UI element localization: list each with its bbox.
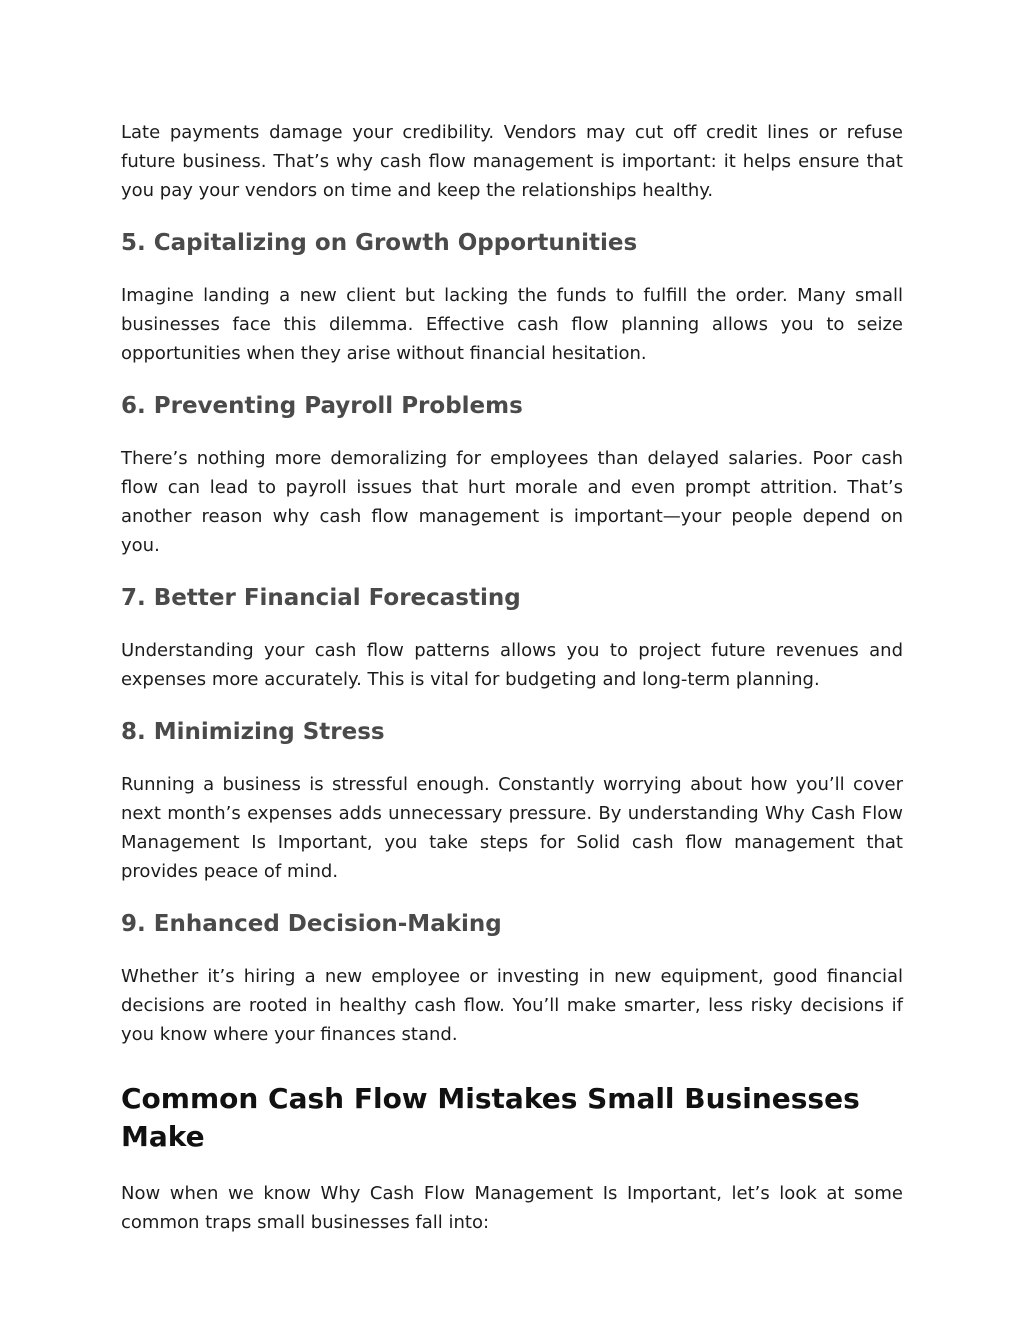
section-body-decisions: Whether it’s hiring a new employee or investing in new equipment, good financial decisions are rooted in healthy cash flow. You’ll make smarter, less risky decisions if you know where your finances stand.	[121, 966, 903, 1045]
document-page	[121, 118, 903, 1237]
section-heading-decisions: 9. Enhanced Decision-Making	[121, 911, 502, 937]
section-body-payroll: There’s nothing more demoralizing for employees than delayed salaries. Poor cash flow can lead to payroll issues that hurt morale and even prompt attrition. That’s another reason why cash flow management is important—your people depend on you.	[121, 448, 903, 556]
closing-paragraph: Now when we know Why Cash Flow Management Is Important, let’s look at some common traps small businesses fall into:	[121, 1183, 903, 1233]
section-heading-stress: 8. Minimizing Stress	[121, 719, 385, 745]
section-body-growth: Imagine landing a new client but lacking the funds to fulfill the order. Many small businesses face this dilemma. Effective cash flow planning allows you to seize opportunities when they arise without financial hesitation.	[121, 285, 903, 364]
intro-paragraph: Late payments damage your credibility. Vendors may cut off credit lines or refuse future business. That’s why cash flow management is important: it helps ensure that you pay your vendors on time and keep the relationships healthy.	[121, 122, 903, 201]
section-heading-forecasting: 7. Better Financial Forecasting	[121, 585, 521, 611]
section-heading-growth: 5. Capitalizing on Growth Opportunities	[121, 230, 638, 256]
section-heading-payroll: 6. Preventing Payroll Problems	[121, 393, 523, 419]
section-body-forecasting: Understanding your cash flow patterns allows you to project future revenues and expenses more accurately. This is vital for budgeting and long-term planning.	[121, 640, 903, 690]
section-body-stress: Running a business is stressful enough. Constantly worrying about how you’ll cover next month’s expenses adds unnecessary pressure. By understanding Why Cash Flow Management Is Important, you take steps for Solid cash flow management that provides peace of mind.	[121, 774, 903, 882]
main-heading: Common Cash Flow Mistakes Small Businesses Make	[121, 1082, 860, 1153]
